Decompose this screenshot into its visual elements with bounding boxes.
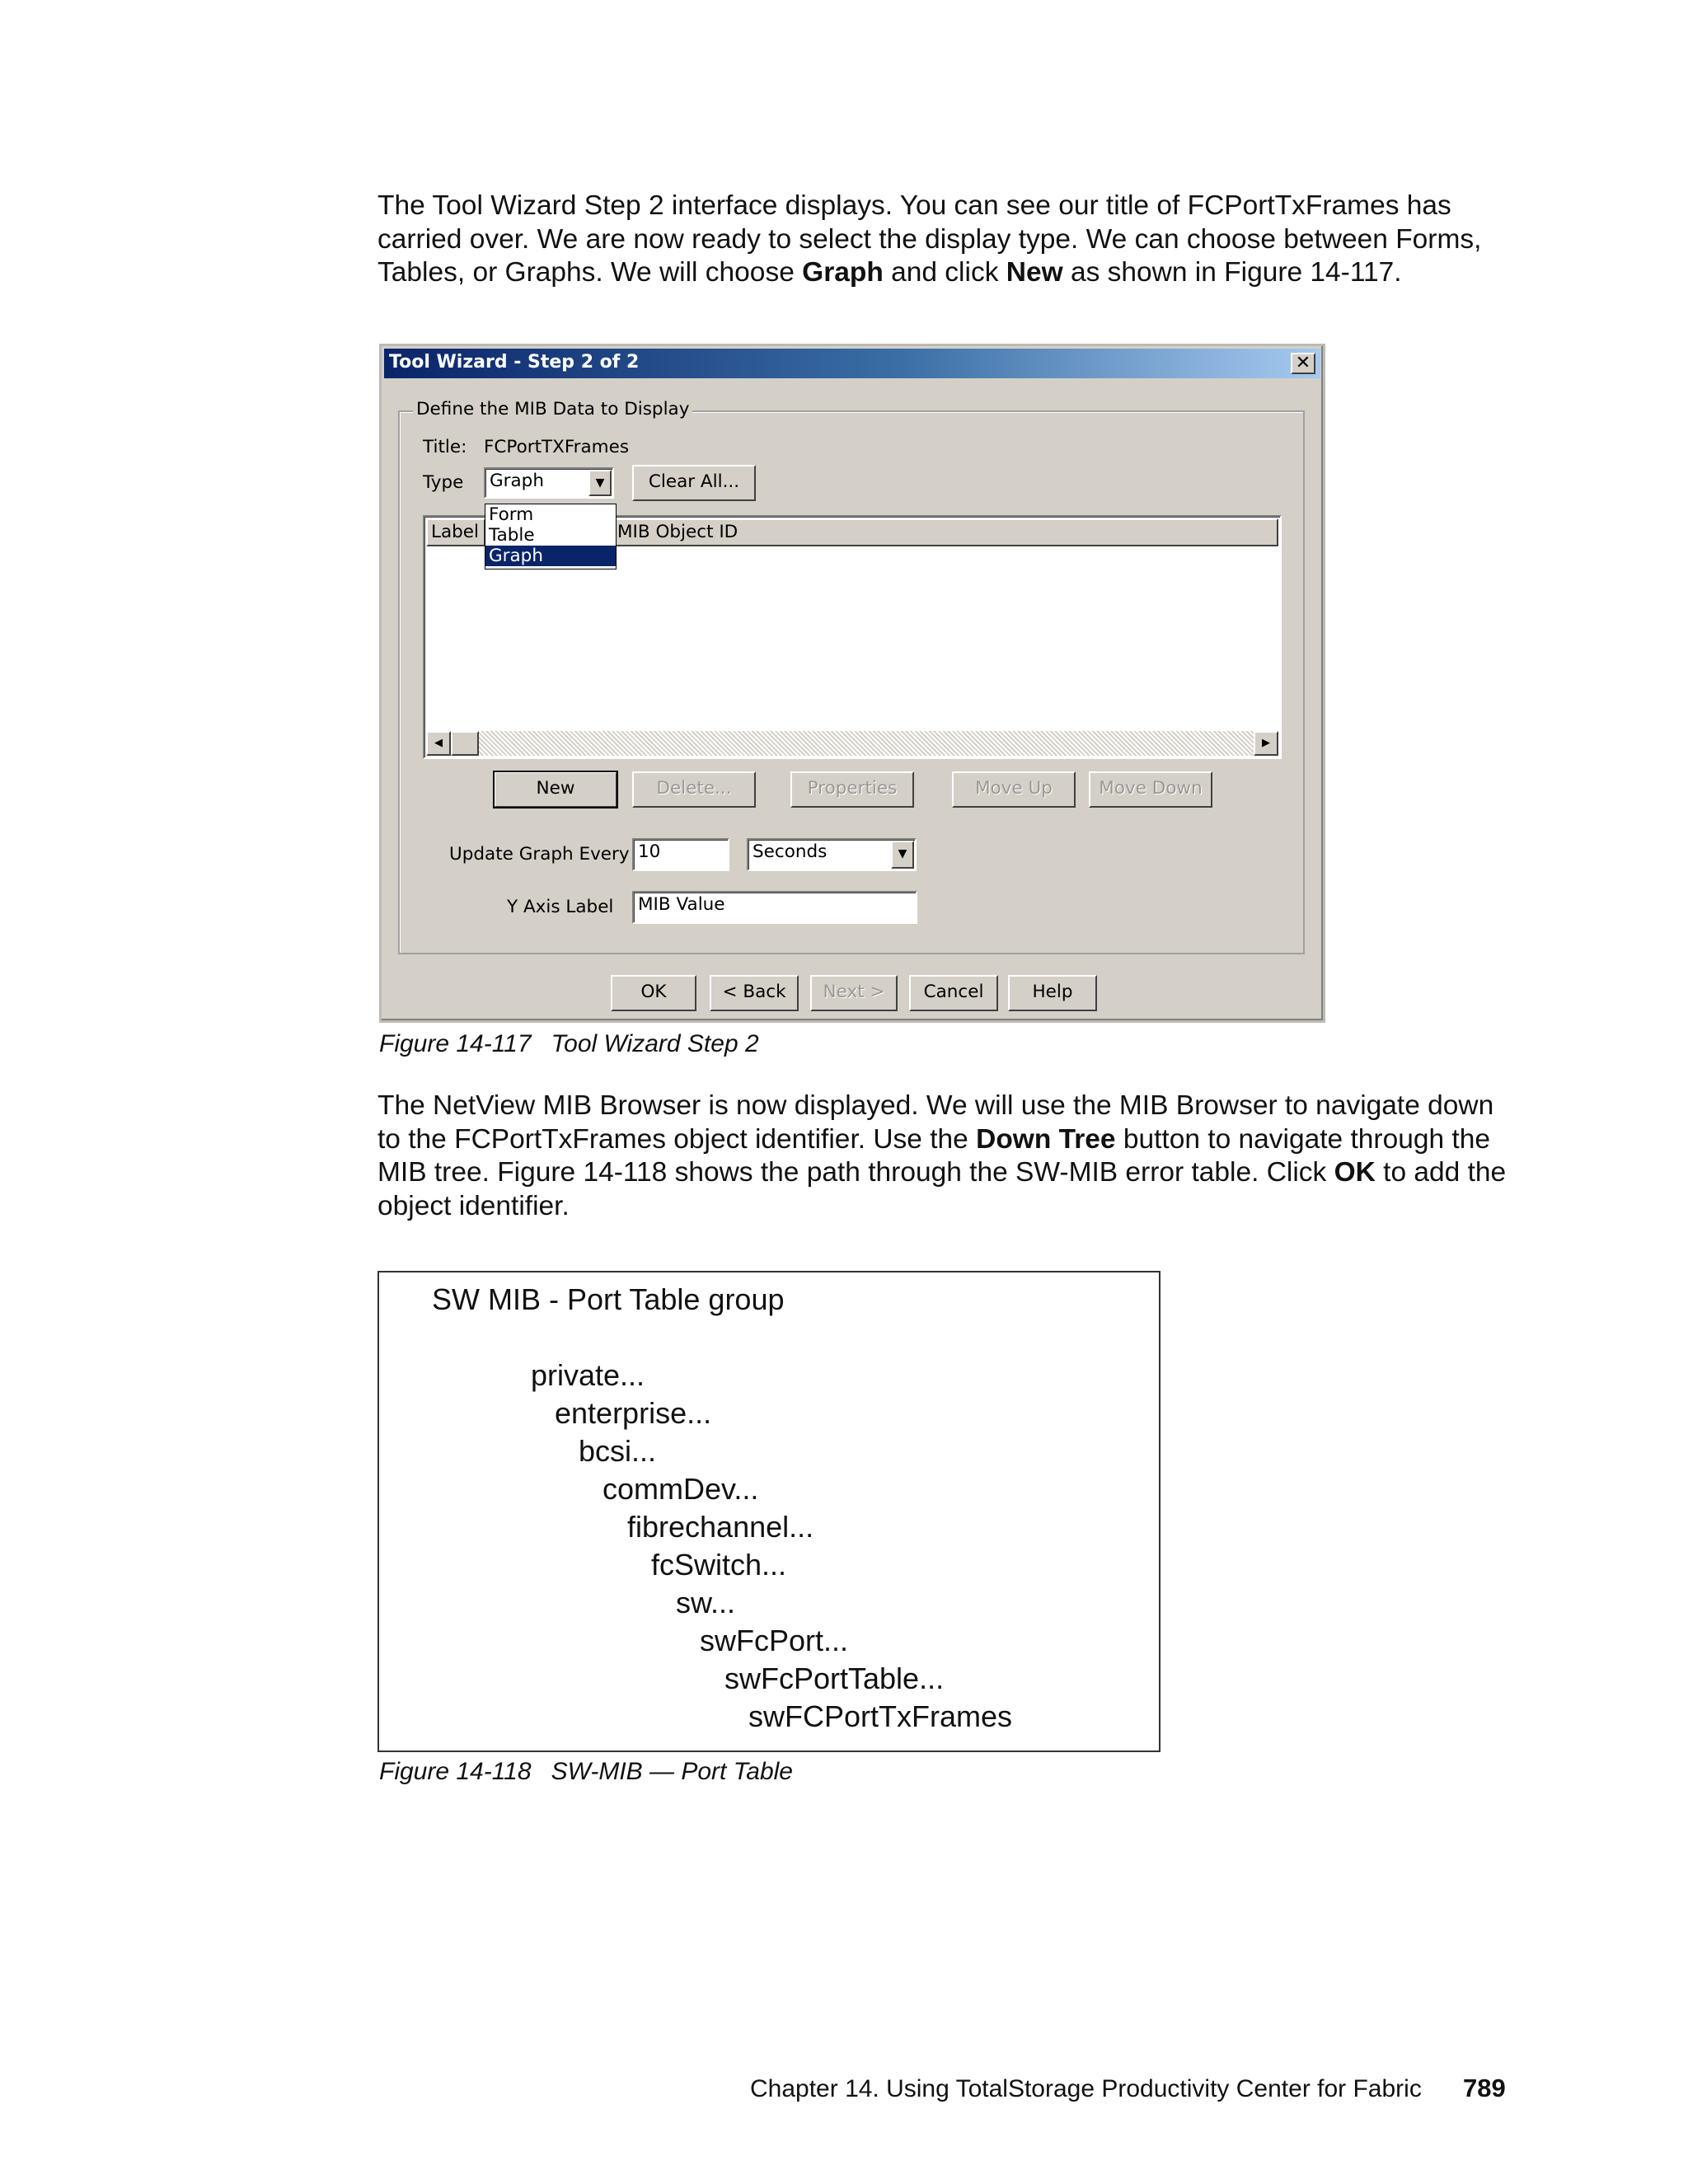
type-select[interactable] bbox=[484, 467, 614, 499]
tree-item: commDev... bbox=[603, 1472, 759, 1506]
dialog-titlebar bbox=[384, 349, 1320, 378]
back-button[interactable]: < Back bbox=[710, 975, 799, 1011]
figure-caption-117 bbox=[379, 1030, 759, 1058]
type-label: Type bbox=[423, 472, 464, 493]
close-icon[interactable]: ✕ bbox=[1291, 353, 1315, 374]
help-button[interactable]: Help bbox=[1008, 975, 1097, 1011]
figure-title: Tool Wizard Step 2 bbox=[551, 1030, 759, 1057]
figure-title: SW-MIB — Port Table bbox=[551, 1758, 793, 1785]
chevron-down-icon[interactable]: ▼ bbox=[891, 841, 914, 869]
tree-item: swFCPortTxFrames bbox=[748, 1699, 1013, 1733]
ok-button[interactable]: OK bbox=[611, 975, 696, 1011]
intro-bold-graph: Graph bbox=[802, 257, 884, 288]
page-number: 789 bbox=[1463, 2074, 1506, 2102]
type-option-graph[interactable]: Graph bbox=[485, 546, 616, 566]
scroll-right-icon[interactable]: ▶ bbox=[1254, 731, 1278, 756]
intro-bold-new: New bbox=[1006, 257, 1063, 288]
para-bold-down-tree: Down Tree bbox=[976, 1123, 1116, 1155]
cancel-button[interactable]: Cancel bbox=[909, 975, 998, 1011]
update-graph-label: Update Graph Every bbox=[449, 844, 630, 865]
tool-wizard-dialog bbox=[379, 344, 1325, 1023]
para-text: The NetView MIB Browser is now displayed. We will use the MIB Browser to navigate down to the FCPortTxFrames object identifier. Use the bbox=[377, 1090, 1494, 1155]
chevron-down-icon[interactable]: ▼ bbox=[588, 470, 612, 496]
y-axis-label: Y Axis Label bbox=[507, 897, 614, 917]
move-down-button[interactable]: Move Down bbox=[1089, 771, 1212, 808]
scroll-left-icon[interactable]: ◀ bbox=[426, 731, 451, 756]
title-label: Title: bbox=[423, 437, 467, 457]
intro-text: and click bbox=[883, 257, 1006, 288]
properties-button[interactable]: Properties bbox=[790, 771, 914, 808]
update-unit-value: Seconds bbox=[753, 841, 828, 862]
intro-text: The Tool Wizard Step 2 interface displays. You can see our title of FCPortTxFrames has carried over. We are now ready to select the display type. We can choose between Forms, Tables, or Graphs. We will choose bbox=[377, 190, 1482, 288]
new-button[interactable]: New bbox=[494, 771, 617, 808]
tree-item: enterprise... bbox=[555, 1396, 712, 1430]
tree-item: private... bbox=[531, 1358, 645, 1392]
type-dropdown-list bbox=[485, 504, 617, 569]
tree-item: swFcPortTable... bbox=[724, 1661, 945, 1695]
type-select-value: Graph bbox=[490, 471, 544, 491]
tree-item: fcSwitch... bbox=[651, 1548, 787, 1582]
sw-mib-tree-figure bbox=[377, 1271, 1160, 1752]
figure-number: Figure 14-118 bbox=[379, 1758, 532, 1785]
figure-number: Figure 14-117 bbox=[379, 1030, 532, 1057]
para-text: to add the object identifier. bbox=[377, 1157, 1507, 1221]
tree-item: sw... bbox=[676, 1586, 736, 1619]
column-header-label[interactable]: Label bbox=[426, 518, 485, 546]
para-bold-ok: OK bbox=[1334, 1157, 1376, 1188]
delete-button[interactable]: Delete... bbox=[632, 771, 756, 808]
intro-text: as shown in Figure 14-117. bbox=[1062, 257, 1402, 288]
chapter-footer: Chapter 14. Using TotalStorage Productivity Center for Fabric bbox=[750, 2075, 1422, 2102]
y-axis-label-input[interactable]: MIB Value bbox=[632, 891, 917, 924]
tree-title: SW MIB - Port Table group bbox=[432, 1282, 785, 1316]
update-unit-select[interactable] bbox=[747, 838, 917, 871]
browser-paragraph bbox=[377, 1090, 1515, 1223]
intro-paragraph bbox=[377, 190, 1515, 290]
scroll-thumb[interactable] bbox=[451, 731, 479, 756]
next-button[interactable]: Next > bbox=[810, 975, 898, 1011]
tree-item: bcsi... bbox=[579, 1434, 657, 1468]
horizontal-scrollbar[interactable] bbox=[426, 731, 1278, 756]
type-option-form[interactable]: Form bbox=[489, 504, 534, 525]
groupbox-label: Define the MIB Data to Display bbox=[413, 399, 692, 419]
column-header-mib-object-id-text: MIB Object ID bbox=[617, 522, 738, 542]
title-value: FCPortTXFrames bbox=[484, 437, 630, 457]
tree-item: swFcPort... bbox=[700, 1624, 849, 1657]
type-option-table[interactable]: Table bbox=[489, 525, 535, 546]
clear-all-button[interactable]: Clear All... bbox=[632, 465, 756, 501]
update-interval-input[interactable]: 10 bbox=[632, 838, 729, 871]
figure-caption-118 bbox=[379, 1758, 793, 1786]
dialog-title: Tool Wizard - Step 2 of 2 bbox=[389, 352, 640, 373]
para-text: button to navigate through the MIB tree. Figure 14-118 shows the path through the SW-MIB error table. Click bbox=[377, 1123, 1490, 1188]
move-up-button[interactable]: Move Up bbox=[952, 771, 1076, 808]
tree-item: fibrechannel... bbox=[627, 1510, 814, 1544]
